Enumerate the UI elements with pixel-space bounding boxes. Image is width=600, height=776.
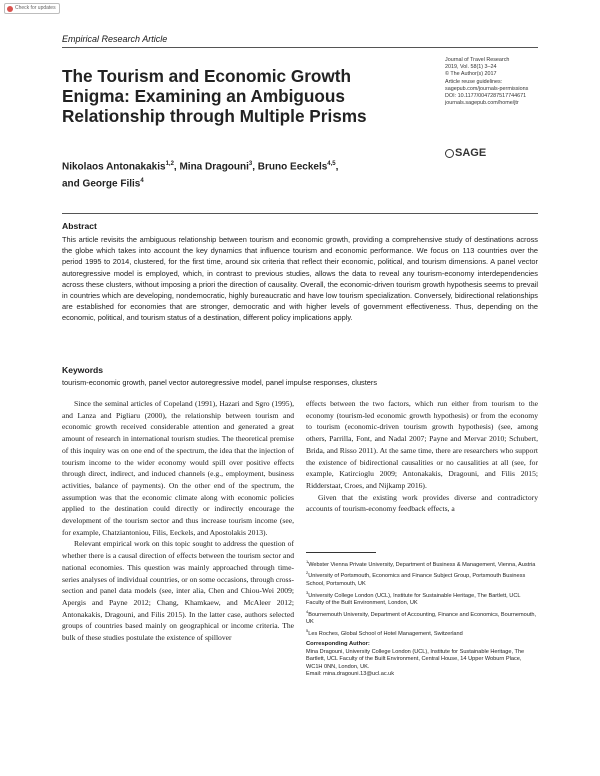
author-name: Nikolaos Antonakakis bbox=[62, 161, 166, 173]
footnotes bbox=[306, 558, 538, 679]
affiliation-marker: 1,2 bbox=[165, 161, 174, 167]
affiliation-text: University College London (UCL), Institute for Sustainable Heritage, The Bartlett, UCL Faculty of the Built Environment, London, UK bbox=[306, 592, 521, 606]
footnote-marker: 2 bbox=[306, 570, 309, 576]
keywords-text: tourism-economic growth, panel vector autoregressive model, panel impulse responses, clusters bbox=[62, 378, 378, 387]
author-separator: , bbox=[335, 161, 339, 173]
corresponding-author-email[interactable]: Email: mina.dragouni.13@ucl.ac.uk bbox=[306, 671, 395, 678]
body-paragraph: Since the seminal articles of Copeland (1991), Hazari and Sgro (1995), and Lanza and Pigliaru (2000), the relationship between tourism and economic growth received considerable attention and generated a great amount of research in international tourism studies. The theoretical premise of this inquiry was on one end of the spectrum, the idea that the injection of tourism income to the wider economy would spill over positive effects through direct, indirect, and induced channels (e.g., employment, business activities, balance of payments). On the other end of the spectrum, the assumption was that the economic climate along with economic policies applied to the destination could directly or indirectly encourage the development of the tourism sector and thus increase tourism income (see, for example, Chatziantoniou, Filis, Eeckels, and Apostolakis 2013). bbox=[62, 399, 294, 537]
affiliation-marker: 3 bbox=[248, 161, 253, 167]
footnote-marker: 1 bbox=[306, 559, 309, 564]
affiliation-text: Bournemouth University, Department of Accounting, Finance and Economics, Bournemouth, UK bbox=[306, 611, 537, 625]
copyright-line: © The Author(s) 2017 bbox=[445, 71, 497, 78]
footnote-divider bbox=[306, 552, 376, 553]
permissions-link[interactable]: sagepub.com/journals-permissions bbox=[445, 85, 529, 92]
doi-link[interactable]: DOI: 10.1177/0047287517744671 bbox=[445, 93, 527, 100]
abstract-text: This article revisits the ambiguous relationship between tourism and economic growth, providing a comprehensive study of destinations across the globe which takes into account the key dynamics that influence tourism and economic performance. We focus on 113 countries over the period 1995 to 2014, clustered, for the first time, around six criteria that reflect their economic, political, and tourism dimensions. A panel vector autoregressive model is employed, which, in contrast to previous studies, allows the data to reveal any tourism-economy interdependencies across these clusters, without imposing a priori the direction of causality. Overall, the economic-driven tourism growth hypothesis seems to prevail in countries which are developing, nondemocratic, highly bureaucratic and have low tourism specialization. Conversely, bidirectional relationships are established for economies that are stronger, democratic and with higher levels of government effectiveness. Thus, depending on the economic, political, and tourism status of a destination, different policy implications apply. bbox=[62, 235, 538, 323]
affiliation-footnote bbox=[306, 608, 538, 627]
affiliation-text: University of Portsmouth, Economics and Finance Subject Group, Portsmouth Business School, Portsmouth, UK bbox=[306, 573, 526, 587]
affiliation-marker: 4,5 bbox=[327, 161, 336, 167]
body-paragraph: Relevant empirical work on this topic sought to address the question of whether there is a causal direction of effects between the tourism sector and national economies. This question was mainly approached through time-series analyses of individual countries, or on some occasions, through cross-section and panel data models (see, inter alia, Chen and Chiou-Wei 2009; Apergis and Payne 2012; Chang, Khamkaew, and McAleer 2012; Antonakakis, Dragouni, and Filis 2015). In the latter case, authors selected groups of countries based mainly on geographical or income criteria. The bulk of these studies postulate the existence of spillover bbox=[62, 539, 294, 643]
article-type-label: Empirical Research Article bbox=[62, 34, 168, 44]
abstract-divider bbox=[62, 213, 538, 214]
header-divider bbox=[62, 47, 538, 48]
journal-info bbox=[445, 57, 585, 107]
journal-name: Journal of Travel Research bbox=[445, 57, 510, 63]
affiliation-marker: 4 bbox=[140, 178, 144, 185]
corresponding-author-heading: Corresponding Author: bbox=[306, 641, 370, 648]
publisher-logo bbox=[445, 147, 486, 159]
author-name: , Mina Dragouni bbox=[173, 161, 249, 173]
journal-home-link[interactable]: journals.sagepub.com/home/jtr bbox=[445, 100, 519, 107]
corresponding-author-text: Mina Dragouni, University College London (UCL), Institute for Sustainable Heritage, The Bartlett, UCL Faculty of the Built Environment, Central House, 14 Upper Woburn Place, WC1H 0NN, London, UK. bbox=[306, 648, 525, 670]
keywords-heading: Keywords bbox=[62, 365, 104, 375]
badge-label: Check for updates bbox=[15, 5, 56, 11]
abstract-heading: Abstract bbox=[62, 221, 97, 231]
footnote-marker: 3 bbox=[306, 589, 309, 595]
affiliation-footnote bbox=[306, 589, 538, 608]
author-name: and George Filis bbox=[62, 178, 141, 190]
affiliation-text: Les Roches, Global School of Hotel Management, Switzerland bbox=[308, 630, 463, 637]
footnote-marker: 5 bbox=[306, 627, 309, 633]
publisher-name: SAGE bbox=[455, 147, 487, 159]
body-column-right bbox=[306, 398, 538, 515]
reuse-guidelines: Article reuse guidelines: bbox=[445, 78, 503, 85]
author-line-1 bbox=[62, 157, 422, 174]
affiliation-footnote bbox=[306, 558, 538, 569]
article-title: The Tourism and Economic Growth Enigma: Examining an Ambiguous Relationship through Multiple Prisms bbox=[62, 66, 367, 126]
check-for-updates-badge[interactable] bbox=[4, 3, 60, 14]
author-name: , Bruno Eeckels bbox=[252, 161, 328, 173]
update-check-icon bbox=[7, 6, 13, 12]
body-paragraph: Given that the existing work provides diverse and contradictory accounts of tourism-economy feedback effects, a bbox=[306, 492, 538, 514]
journal-volume: 2019, Vol. 58(1) 3–24 bbox=[445, 64, 497, 71]
body-column-left bbox=[62, 398, 294, 644]
author-list bbox=[62, 157, 422, 192]
body-paragraph: effects between the two factors, which run either from tourism to the economy (tourism-led economic growth hypothesis) or from the economy to tourism (economic-driven tourism growth hypothesis) (see, among others, Parrilla, Font, and Nadal 2007; Payne and Mervar 2010; Schubert, Brida, and Risso 2011). At the same time, there are researchers who support the existence of bidirectional causalities or no causalities at all (see, for example, Katircioglu 2009; Antonakakis, Dragouni, and Filis 2015; Ridderstaat, Croes, and Nijkamp 2016). bbox=[306, 399, 538, 490]
footnote-marker: 4 bbox=[306, 608, 309, 614]
affiliation-footnote bbox=[306, 627, 538, 638]
sage-circle-icon bbox=[445, 149, 454, 158]
author-line-2 bbox=[62, 174, 422, 191]
affiliation-footnote bbox=[306, 569, 538, 588]
affiliation-text: Webster Vienna Private University, Department of Business & Management, Vienna, Austria bbox=[308, 561, 536, 568]
